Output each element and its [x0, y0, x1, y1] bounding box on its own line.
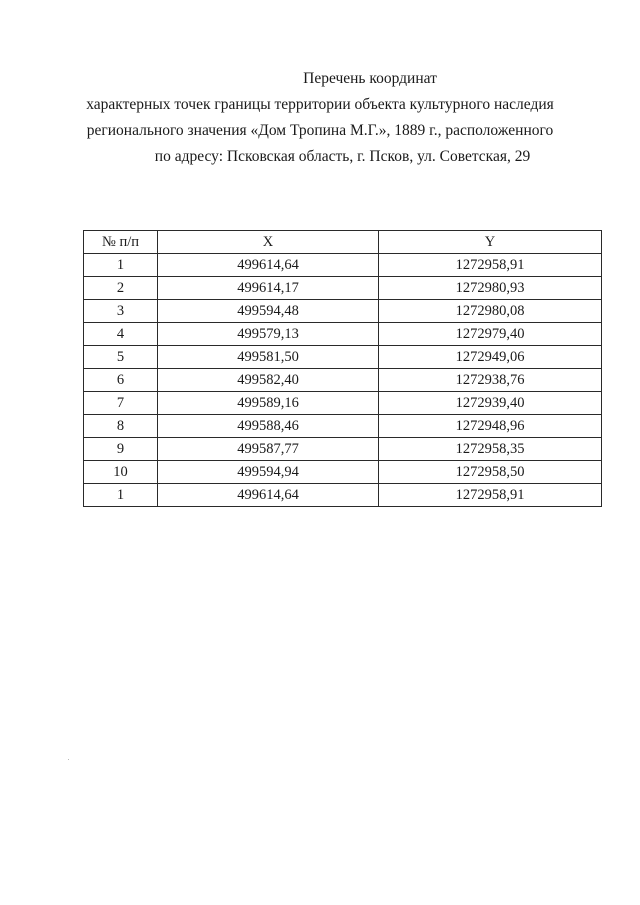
table-row — [84, 438, 602, 461]
x-coordinate-cell: 499579,13 — [158, 323, 379, 346]
point-number-cell: 1 — [84, 484, 158, 507]
y-coordinate-cell: 1272939,40 — [379, 392, 602, 415]
document-subtitle-line-1: характерных точек границы территории объекта культурного наследия — [86, 96, 554, 113]
x-coordinate-cell: 499589,16 — [158, 392, 379, 415]
x-coordinate-cell: 499582,40 — [158, 369, 379, 392]
table-row — [84, 392, 602, 415]
point-number-cell: 5 — [84, 346, 158, 369]
y-coordinate-cell: 1272949,06 — [379, 346, 602, 369]
point-number-cell: 3 — [84, 300, 158, 323]
column-header-y: Y — [379, 231, 602, 254]
x-coordinate-cell: 499614,17 — [158, 277, 379, 300]
x-coordinate-cell: 499614,64 — [158, 484, 379, 507]
column-header-x: X — [158, 231, 379, 254]
x-coordinate-cell: 499588,46 — [158, 415, 379, 438]
document-subtitle-line-2: регионального значения «Дом Тропина М.Г.», 1889 г., расположенного — [86, 122, 554, 139]
point-number-cell: 8 — [84, 415, 158, 438]
document-heading — [0, 66, 640, 170]
y-coordinate-cell: 1272958,50 — [379, 461, 602, 484]
table-row — [84, 254, 602, 277]
document-title: Перечень координат — [303, 70, 437, 87]
table-row — [84, 346, 602, 369]
x-coordinate-cell: 499581,50 — [158, 346, 379, 369]
column-header-number: № п/п — [84, 231, 158, 254]
table-row — [84, 277, 602, 300]
point-number-cell: 2 — [84, 277, 158, 300]
y-coordinate-cell: 1272958,91 — [379, 254, 602, 277]
document-subtitle-line-3: по адресу: Псковская область, г. Псков, ул. Советская, 29 — [154, 148, 531, 165]
table-header-row — [84, 231, 602, 254]
x-coordinate-cell: 499594,94 — [158, 461, 379, 484]
y-coordinate-cell: 1272979,40 — [379, 323, 602, 346]
table-row — [84, 323, 602, 346]
table-row — [84, 461, 602, 484]
table-body — [84, 254, 602, 507]
x-coordinate-cell: 499594,48 — [158, 300, 379, 323]
coordinates-table — [83, 230, 602, 507]
point-number-cell: 9 — [84, 438, 158, 461]
table-row — [84, 369, 602, 392]
y-coordinate-cell: 1272980,08 — [379, 300, 602, 323]
point-number-cell: 6 — [84, 369, 158, 392]
table-row — [84, 484, 602, 507]
y-coordinate-cell: 1272980,93 — [379, 277, 602, 300]
y-coordinate-cell: 1272958,35 — [379, 438, 602, 461]
x-coordinate-cell: 499587,77 — [158, 438, 379, 461]
point-number-cell: 4 — [84, 323, 158, 346]
table-row — [84, 300, 602, 323]
table-row — [84, 415, 602, 438]
x-coordinate-cell: 499614,64 — [158, 254, 379, 277]
scan-speck — [68, 759, 69, 760]
y-coordinate-cell: 1272938,76 — [379, 369, 602, 392]
y-coordinate-cell: 1272958,91 — [379, 484, 602, 507]
point-number-cell: 1 — [84, 254, 158, 277]
y-coordinate-cell: 1272948,96 — [379, 415, 602, 438]
point-number-cell: 7 — [84, 392, 158, 415]
point-number-cell: 10 — [84, 461, 158, 484]
